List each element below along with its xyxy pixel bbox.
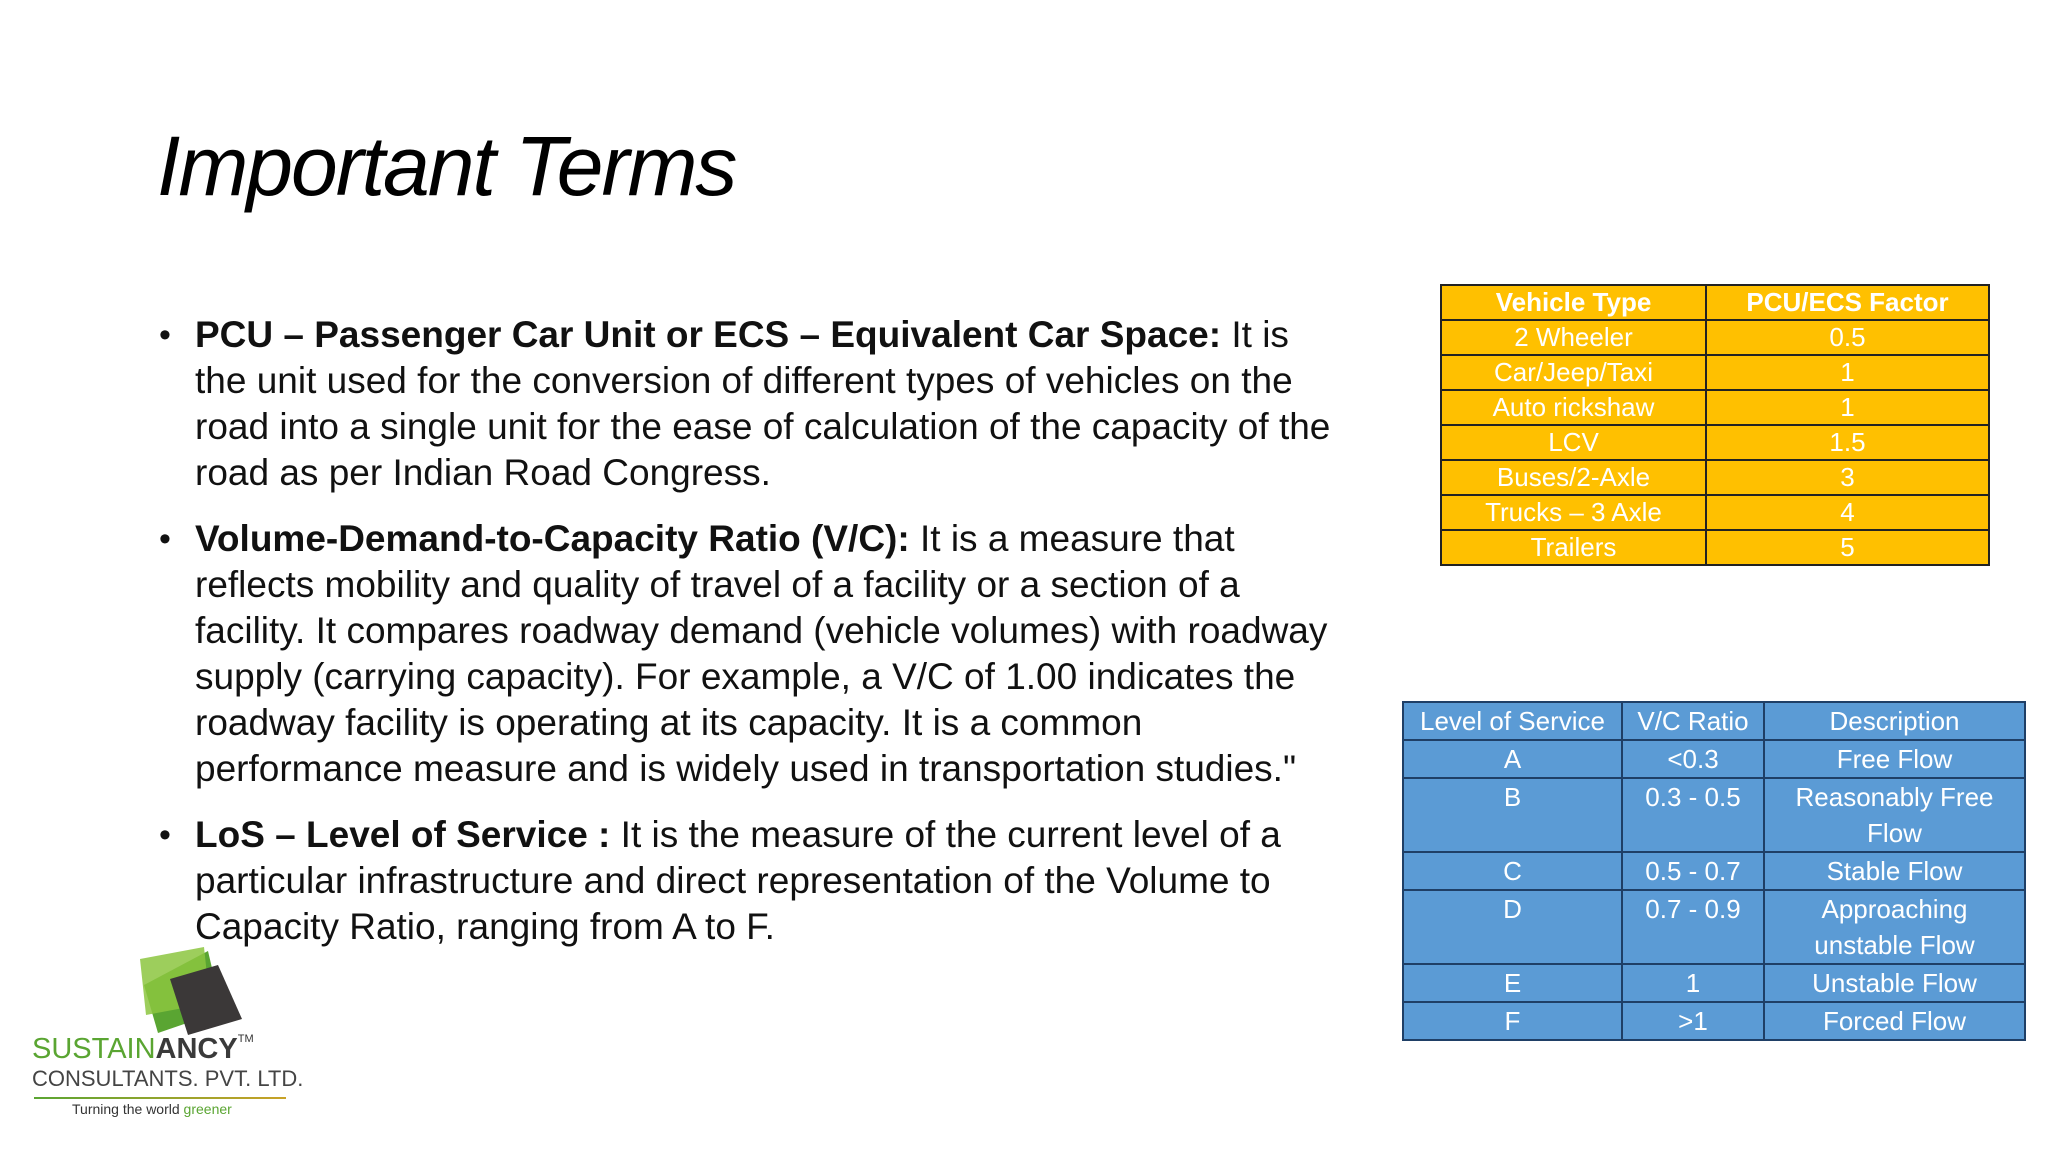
table-row: [1403, 890, 2025, 964]
table-cell: 2 Wheeler: [1441, 320, 1706, 355]
table-cell: 3: [1706, 460, 1989, 495]
table-row: [1441, 495, 1989, 530]
table-cell: Trailers: [1441, 530, 1706, 565]
table-cell: 0.5 - 0.7: [1622, 852, 1764, 890]
company-logo: [30, 945, 320, 1120]
table-cell: >1: [1622, 1002, 1764, 1040]
table-row: [1403, 740, 2025, 778]
bullet-term: PCU – Passenger Car Unit or ECS – Equivalent Car Space:: [195, 314, 1222, 355]
logo-company-name: [32, 1033, 254, 1066]
bullet-pcu: [155, 312, 1335, 496]
table-row: [1441, 355, 1989, 390]
table-cell: 4: [1706, 495, 1989, 530]
table-cell: Forced Flow: [1764, 1002, 2025, 1040]
table-cell: Car/Jeep/Taxi: [1441, 355, 1706, 390]
table-cell: 1: [1706, 355, 1989, 390]
tagline-part: Turning the world: [72, 1101, 184, 1117]
bullet-dot-icon: •: [159, 316, 171, 354]
table-row: [1403, 964, 2025, 1002]
slide-title: Important Terms: [157, 119, 736, 213]
table-cell: 0.5: [1706, 320, 1989, 355]
table-cell: 1: [1622, 964, 1764, 1002]
table-row: [1441, 425, 1989, 460]
table-cell: C: [1403, 852, 1622, 890]
table-cell: Unstable Flow: [1764, 964, 2025, 1002]
logo-divider: [34, 1097, 286, 1099]
column-header: Vehicle Type: [1441, 285, 1706, 320]
table-cell: Approaching unstable Flow: [1764, 890, 2025, 964]
table-cell: Stable Flow: [1764, 852, 2025, 890]
table-header-row: [1441, 285, 1989, 320]
column-header: V/C Ratio: [1622, 702, 1764, 740]
table-cell: 1: [1706, 390, 1989, 425]
table-cell: Free Flow: [1764, 740, 2025, 778]
table-cell: E: [1403, 964, 1622, 1002]
logo-name-part: SUSTAIN: [32, 1033, 156, 1065]
table-cell: D: [1403, 890, 1622, 964]
bullet-text: It is a measure that reflects mobility and quality of travel of a facility or a section of a facility. It compares roadway demand (vehicle volumes) with roadway supply (carrying capacity). For example, a V/C of 1.00 indicates the roadway facility is operating at its capacity. It is a common performance measure and is widely used in transportation studies.": [195, 518, 1328, 789]
table-cell: Buses/2-Axle: [1441, 460, 1706, 495]
table-row: [1403, 1002, 2025, 1040]
table-cell: A: [1403, 740, 1622, 778]
table-cell: Reasonably Free Flow: [1764, 778, 2025, 852]
tagline-part: greener: [183, 1101, 232, 1117]
table-cell: LCV: [1441, 425, 1706, 460]
table-header-row: [1403, 702, 2025, 740]
table-row: [1441, 530, 1989, 565]
bullet-text: It is the measure of the current level of a particular infrastructure and direct representation of the Volume to Capacity Ratio, ranging from A to F.: [195, 814, 1281, 947]
table-cell: Auto rickshaw: [1441, 390, 1706, 425]
bullet-vc-ratio: [155, 516, 1335, 792]
table-row: [1403, 778, 2025, 852]
table-row: [1441, 320, 1989, 355]
table-cell: 5: [1706, 530, 1989, 565]
table-cell: Trucks – 3 Axle: [1441, 495, 1706, 530]
bullet-term: Volume-Demand-to-Capacity Ratio (V/C):: [195, 518, 910, 559]
column-header: PCU/ECS Factor: [1706, 285, 1989, 320]
column-header: Level of Service: [1403, 702, 1622, 740]
logo-subtitle: CONSULTANTS. PVT. LTD.: [32, 1066, 304, 1091]
table-row: [1403, 852, 2025, 890]
bullet-dot-icon: •: [159, 816, 171, 854]
bullet-list: [155, 312, 1335, 970]
table-row: [1441, 460, 1989, 495]
bullet-term: LoS – Level of Service :: [195, 814, 611, 855]
logo-tagline: [72, 1101, 232, 1117]
logo-name-part: ANCY: [155, 1033, 238, 1065]
table-cell: 1.5: [1706, 425, 1989, 460]
table-cell: <0.3: [1622, 740, 1764, 778]
table-cell: B: [1403, 778, 1622, 852]
pcu-factor-table: [1440, 284, 1990, 566]
column-header: Description: [1764, 702, 2025, 740]
level-of-service-table: [1402, 701, 2026, 1041]
bullet-text: It is the unit used for the conversion of different types of vehicles on the road into a single unit for the ease of calculation of the capacity of the road as per Indian Road Congress.: [195, 314, 1331, 493]
logo-mark-icon: [100, 945, 260, 1035]
bullet-los: [155, 812, 1335, 950]
table-row: [1441, 390, 1989, 425]
table-cell: 0.7 - 0.9: [1622, 890, 1764, 964]
table-cell: F: [1403, 1002, 1622, 1040]
table-cell: 0.3 - 0.5: [1622, 778, 1764, 852]
trademark-mark: TM: [237, 1033, 254, 1045]
bullet-dot-icon: •: [159, 520, 171, 558]
